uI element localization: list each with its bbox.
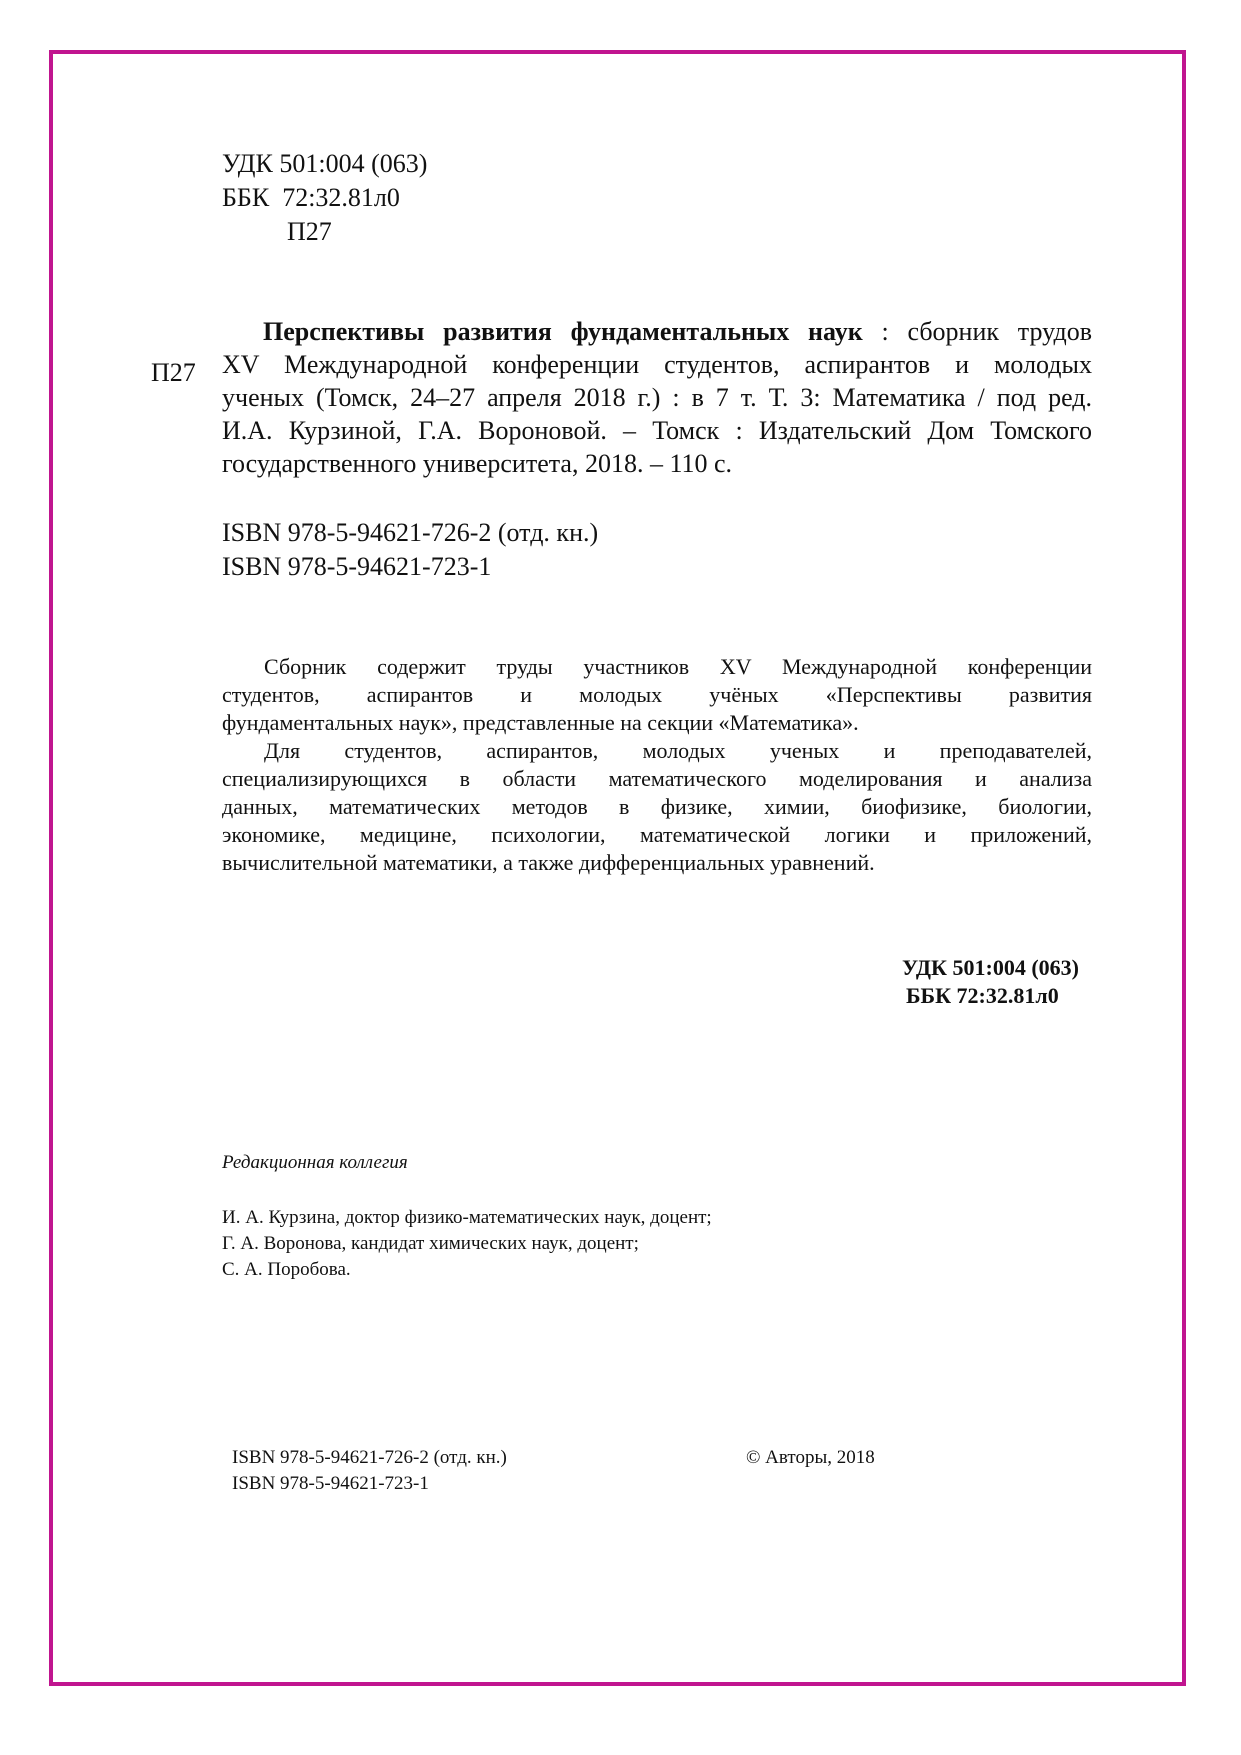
editorial-member: С. А. Поробова.	[222, 1259, 351, 1280]
annotation-p2-line: данных, математических методов в физике, химии, биофизике, биологии,	[222, 794, 1092, 819]
book-title: Перспективы развития фундаментальных наук	[263, 317, 863, 346]
bbk-header: ББК 72:32.81л0	[222, 183, 400, 212]
author-mark: П27	[287, 217, 332, 246]
citation-line-1-rest: : сборник трудов	[862, 317, 1092, 346]
annotation-p1-line: Сборник содержит труды участников XV Международной конференции	[264, 654, 1092, 679]
citation-line-5: государственного университета, 2018. – 110 с.	[222, 449, 733, 478]
citation-margin-mark: П27	[151, 358, 196, 387]
editorial-member: Г. А. Воронова, кандидат химических наук, доцент;	[222, 1233, 639, 1254]
footer-isbn-line: ISBN 978-5-94621-726-2 (отд. кн.)	[232, 1447, 507, 1468]
annotation-p2-line: вычислительной математики, а также дифференциальных уравнений.	[222, 850, 875, 875]
annotation-p1-line: студентов, аспирантов и молодых учёных «Перспективы развития	[222, 682, 1092, 707]
annotation-p2-line: экономике, медицине, психологии, математической логики и приложений,	[222, 822, 1092, 847]
editorial-member: И. А. Курзина, доктор физико-математических наук, доцент;	[222, 1207, 712, 1228]
annotation-p2-line: специализирующихся в области математического моделирования и анализа	[222, 766, 1092, 791]
udk-header: УДК 501:004 (063)	[222, 149, 428, 178]
isbn-line-1: ISBN 978-5-94621-726-2 (отд. кн.)	[222, 518, 599, 547]
editorial-board-heading: Редакционная коллегия	[222, 1152, 408, 1173]
footer-isbn-line: ISBN 978-5-94621-723-1	[232, 1473, 429, 1494]
annotation	[222, 653, 1092, 877]
bbk-bottom: ББК 72:32.81л0	[906, 983, 1059, 1008]
citation-line-4: И.А. Курзиной, Г.А. Вороновой. – Томск : Издательский Дом Томского	[222, 416, 1092, 445]
copyright: © Авторы, 2018	[746, 1447, 875, 1468]
annotation-p1-line: фундаментальных наук», представленные на секции «Математика».	[222, 710, 859, 735]
citation-line-3: ученых (Томск, 24–27 апреля 2018 г.) : в 7 т. Т. 3: Математика / под ред.	[222, 383, 1092, 412]
citation-line-2: XV Международной конференции студентов, аспирантов и молодых	[222, 350, 1092, 379]
udk-bottom: УДК 501:004 (063)	[902, 955, 1079, 980]
citation-line-1	[222, 315, 1092, 348]
annotation-p2-line: Для студентов, аспирантов, молодых ученых и преподавателей,	[264, 738, 1092, 763]
isbn-line-2: ISBN 978-5-94621-723-1	[222, 552, 492, 581]
citation-block	[222, 315, 1092, 480]
